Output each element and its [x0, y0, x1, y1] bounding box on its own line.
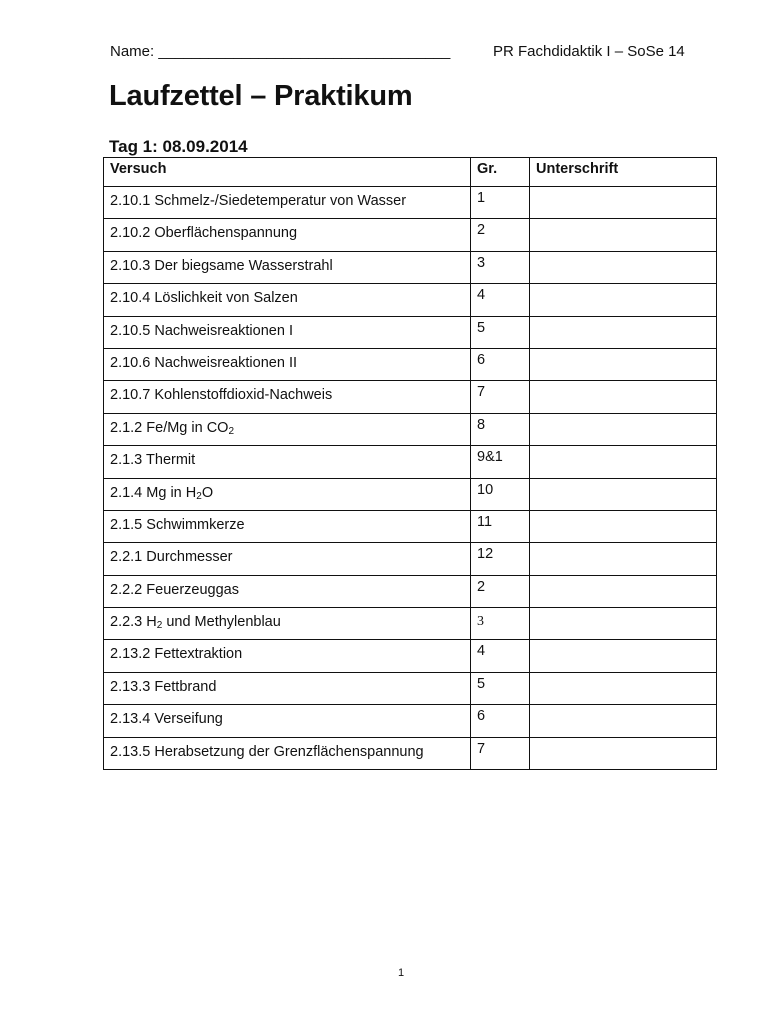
signature-cell[interactable] — [530, 413, 717, 445]
table-row — [104, 381, 717, 413]
signature-cell[interactable] — [530, 187, 717, 219]
table-body — [104, 187, 717, 770]
experiment-name-suffix: O — [201, 484, 214, 501]
table-row — [104, 219, 717, 251]
table-row — [104, 446, 717, 478]
table-row — [104, 316, 717, 348]
experiment-name-text: 2.1.3 Thermit — [110, 452, 196, 469]
table-row — [104, 705, 717, 737]
experiment-name-text: 2.10.3 Der biegsame Wasserstrahl — [110, 257, 333, 274]
group-number: 12 — [471, 543, 530, 575]
experiment-name-text: 2.10.4 Löslichkeit von Salzen — [110, 290, 298, 307]
experiment-name-text: 2.2.2 Feuerzeuggas — [110, 581, 239, 598]
group-number: 6 — [471, 348, 530, 380]
experiment-name — [104, 608, 471, 640]
signature-cell[interactable] — [530, 478, 717, 510]
experiment-name-text: 2.1.5 Schwimmkerze — [110, 516, 245, 533]
signature-cell[interactable] — [530, 381, 717, 413]
experiment-name — [104, 737, 471, 769]
experiment-name-text: 2.13.2 Fettextraktion — [110, 646, 243, 663]
signature-cell[interactable] — [530, 510, 717, 542]
experiment-name — [104, 381, 471, 413]
column-header-unterschrift: Unterschrift — [530, 158, 717, 187]
course-label: PR Fachdidaktik I – SoSe 14 — [493, 43, 685, 60]
signature-cell[interactable] — [530, 316, 717, 348]
table-row — [104, 251, 717, 283]
table-row — [104, 640, 717, 672]
group-number: 8 — [471, 413, 530, 445]
table-row — [104, 284, 717, 316]
group-number: 2 — [471, 219, 530, 251]
experiment-name-text: 2.13.4 Verseifung — [110, 711, 223, 728]
group-number: 4 — [471, 284, 530, 316]
group-number: 9&1 — [471, 446, 530, 478]
experiment-name — [104, 187, 471, 219]
group-number: 3 — [471, 608, 530, 640]
page-number: 1 — [397, 967, 405, 979]
experiment-name — [104, 478, 471, 510]
column-header-gruppe: Gr. — [471, 158, 530, 187]
group-number: 7 — [471, 737, 530, 769]
experiment-name-text: 2.10.5 Nachweisreaktionen I — [110, 322, 293, 339]
experiment-name — [104, 705, 471, 737]
experiment-name-text: 2.2.1 Durchmesser — [110, 549, 233, 566]
experiment-name-text: 2.10.7 Kohlenstoffdioxid-Nachweis — [110, 387, 333, 404]
signature-cell[interactable] — [530, 251, 717, 283]
experiment-name — [104, 219, 471, 251]
table-header-row — [104, 158, 717, 187]
table-row — [104, 608, 717, 640]
experiment-name-text: 2.1.2 Fe/Mg in CO — [110, 419, 229, 436]
name-field[interactable]: Name: ___________________________________ — [110, 43, 451, 60]
experiment-name — [104, 251, 471, 283]
experiment-name — [104, 543, 471, 575]
experiment-name — [104, 413, 471, 445]
experiment-name — [104, 672, 471, 704]
experiment-name-text: 2.13.3 Fettbrand — [110, 678, 217, 695]
group-number: 10 — [471, 478, 530, 510]
signature-cell[interactable] — [530, 219, 717, 251]
table-row — [104, 672, 717, 704]
group-number: 11 — [471, 510, 530, 542]
table-row — [104, 187, 717, 219]
column-header-versuch: Versuch — [104, 158, 471, 187]
signature-cell[interactable] — [530, 608, 717, 640]
experiment-name — [104, 446, 471, 478]
subscript: 2 — [196, 490, 202, 502]
signature-cell[interactable] — [530, 348, 717, 380]
group-number: 4 — [471, 640, 530, 672]
table-row — [104, 348, 717, 380]
experiment-name-text: 2.10.1 Schmelz-/Siedetemperatur von Wasser — [110, 193, 407, 209]
experiment-name — [104, 640, 471, 672]
table-row — [104, 737, 717, 769]
experiment-name — [104, 510, 471, 542]
signature-cell[interactable] — [530, 446, 717, 478]
signature-cell[interactable] — [530, 284, 717, 316]
subscript: 2 — [156, 620, 163, 632]
table-row — [104, 510, 717, 542]
table-row — [104, 575, 717, 607]
group-number: 7 — [471, 381, 530, 413]
signature-cell[interactable] — [530, 705, 717, 737]
experiment-name — [104, 284, 471, 316]
experiment-name-text: 2.2.3 H — [110, 614, 157, 631]
experiment-name — [104, 316, 471, 348]
experiment-name-text: 2.1.4 Mg in H — [110, 484, 197, 501]
experiment-name-text: 2.10.6 Nachweisreaktionen II — [110, 354, 297, 371]
subscript: 2 — [228, 425, 235, 437]
signature-cell[interactable] — [530, 737, 717, 769]
experiment-table — [103, 157, 717, 770]
group-number: 3 — [471, 251, 530, 283]
signature-cell[interactable] — [530, 575, 717, 607]
signature-cell[interactable] — [530, 640, 717, 672]
group-number: 6 — [471, 705, 530, 737]
group-number: 2 — [471, 575, 530, 607]
group-number: 5 — [471, 316, 530, 348]
experiment-name-text: 2.10.2 Oberflächenspannung — [110, 225, 298, 242]
table-row — [104, 413, 717, 445]
page-title: Laufzettel – Praktikum — [109, 80, 413, 112]
day-heading: Tag 1: 08.09.2014 — [109, 137, 248, 156]
table-row — [104, 543, 717, 575]
group-number: 5 — [471, 672, 530, 704]
group-number: 1 — [471, 187, 530, 219]
table-row — [104, 478, 717, 510]
signature-cell[interactable] — [530, 543, 717, 575]
experiment-name-text: 2.13.5 Herabsetzung der Grenzflächenspannung — [110, 743, 424, 760]
experiment-name — [104, 575, 471, 607]
signature-cell[interactable] — [530, 672, 717, 704]
experiment-name-suffix: und Methylenblau — [162, 614, 281, 631]
experiment-name — [104, 348, 471, 380]
